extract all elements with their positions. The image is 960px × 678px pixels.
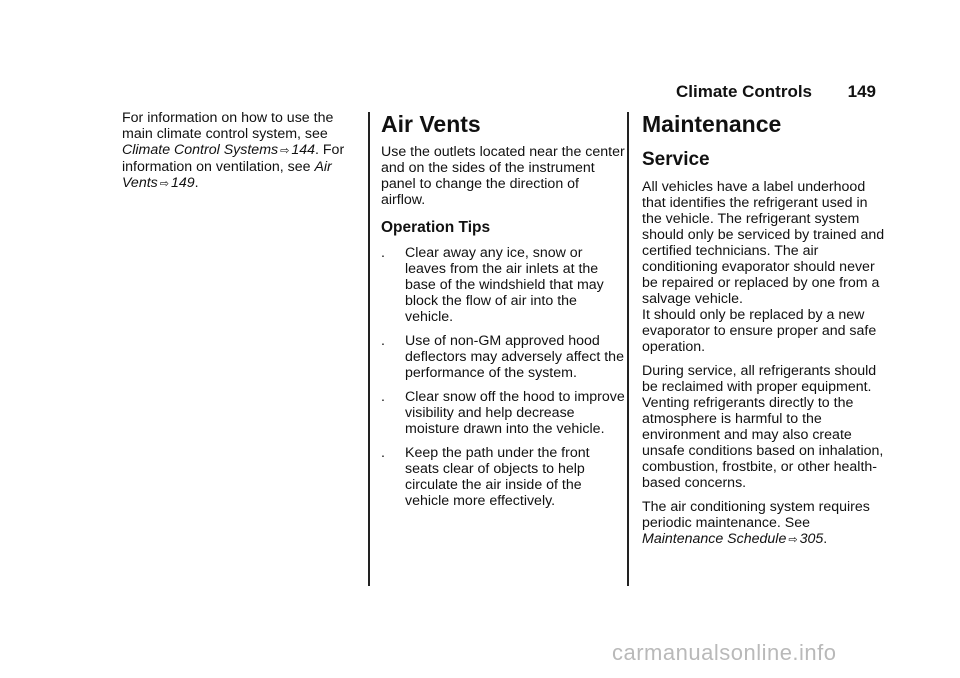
list-item: [381, 445, 626, 509]
column-1: [122, 110, 367, 200]
page-ref-arrow-icon: ⇨: [159, 178, 169, 190]
text-segment: For information on how to use the main climate control system, see: [122, 110, 334, 142]
climate-info-paragraph: [122, 110, 367, 192]
column-3: [642, 110, 887, 556]
link-page: 305: [799, 531, 824, 547]
service-paragraph-1b: It should only be replaced by a new evaporator to ensure proper and safe operation.: [642, 307, 877, 355]
list-item-text: Clear away any ice, snow or leaves from the air inlets at the base of the windshield that may block the flow of air into the vehicle.: [405, 245, 604, 325]
service-heading: Service: [642, 149, 710, 170]
column-divider-right: [627, 112, 629, 586]
list-item: [381, 245, 626, 325]
service-paragraph-1: All vehicles have a label underhood that identifies the refrigerant used in the vehicle. The refrigerant system should only be serviced by trained and certified technicians. The air conditioning evaporator should never be repaired or replaced by one from a salvage vehicle.: [642, 179, 885, 307]
list-item-text: Clear snow off the hood to improve visibility and help decrease moisture drawn into the vehicle.: [405, 389, 625, 437]
air-vents-heading: Air Vents: [381, 111, 481, 137]
watermark: carmanualsonline.info: [612, 640, 837, 665]
text-segment: The air conditioning system requires periodic maintenance. See: [642, 499, 870, 531]
list-item-text: Keep the path under the front seats clear of objects to help circulate the air inside of the vehicle more effectively.: [405, 445, 590, 509]
operation-tips-list: [381, 245, 626, 509]
maintenance-heading: Maintenance: [642, 111, 782, 137]
page-ref-arrow-icon: ⇨: [280, 145, 290, 157]
service-paragraph-2: During service, all refrigerants should be reclaimed with proper equipment. Venting refrigerants directly to the atmosphere is harmful to the environment and may also create unsafe conditions based on inhalation, combustion, frostbite, or other health-based concerns.: [642, 363, 884, 491]
list-item: [381, 333, 626, 381]
link-page: 149: [170, 175, 195, 191]
bullet-icon: .: [381, 245, 385, 261]
page-header: [676, 82, 876, 102]
column-divider-left: [368, 112, 370, 586]
page-number: 149: [847, 82, 876, 101]
list-item-text: Use of non-GM approved hood deflectors may adversely affect the performance of the system.: [405, 333, 624, 381]
air-vents-intro: Use the outlets located near the center and on the sides of the instrument panel to change the direction of airflow.: [381, 144, 625, 208]
bullet-icon: .: [381, 389, 385, 405]
link-text: Maintenance Schedule: [642, 531, 787, 547]
link-page: 144: [291, 142, 315, 158]
text-segment: . For information on ventilation, see: [122, 142, 345, 175]
column-2: [381, 110, 626, 517]
section-title: Climate Controls: [676, 82, 813, 101]
bullet-icon: .: [381, 333, 385, 349]
service-paragraph-3: [642, 499, 887, 548]
list-item: [381, 389, 626, 437]
climate-control-systems-link[interactable]: [122, 142, 315, 158]
page-ref-arrow-icon: ⇨: [788, 534, 798, 546]
link-text: Climate Control Systems: [122, 142, 279, 158]
text-segment: .: [823, 531, 828, 547]
link-text: Air Vents: [122, 159, 332, 191]
operation-tips-heading: Operation Tips: [381, 219, 491, 236]
bullet-icon: .: [381, 445, 385, 461]
maintenance-schedule-link[interactable]: [642, 531, 823, 547]
text-segment: .: [194, 175, 199, 191]
